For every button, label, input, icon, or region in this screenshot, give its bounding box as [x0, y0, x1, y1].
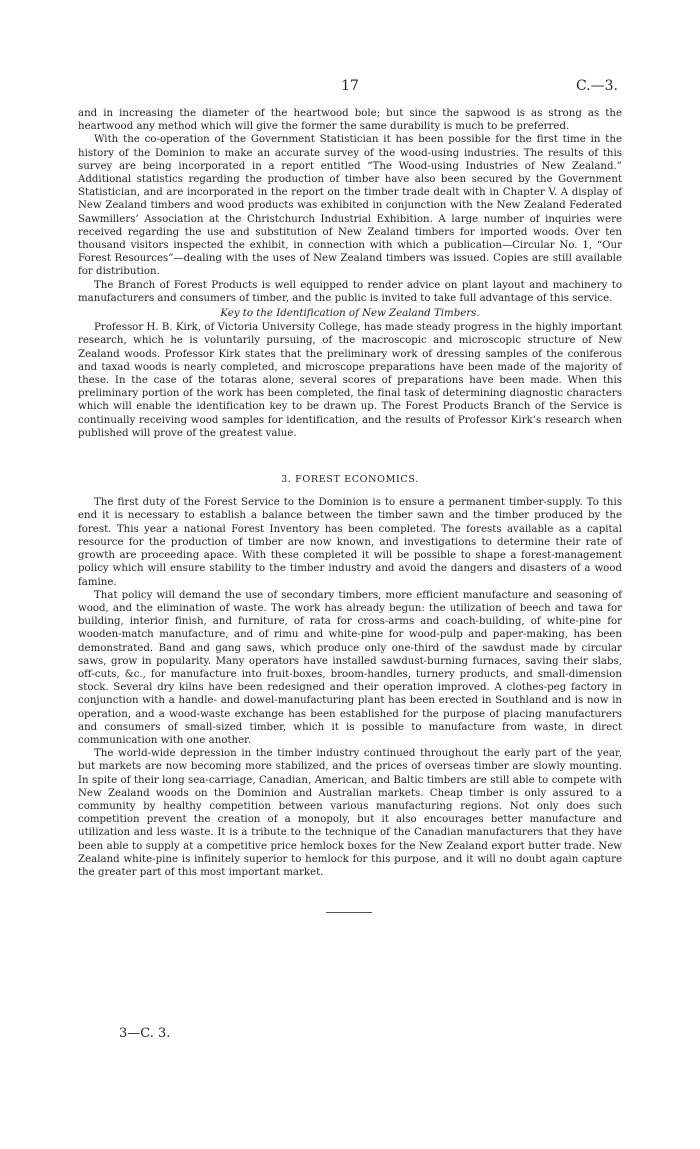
paragraph-secondary-timbers: That policy will demand the use of secondary timbers, more efficient manufacture and seasoning of wood, and the elimination of waste. The work has already begun: the utilization of beech and tawa for building, interior finish, and furniture, of rata for cross-arms and coach-building, of white-pine for wooden-match manufacture, and of rimu and white-pine for wood-pulp and paper-making, has been demonstrated. Band and gang saws, which produce only one-third of the sawdust made by circular saws, grow in popularity. Many operators have installed sawdust-burning furnaces, saving their slabs, off-cuts, &c., for manufacture into fruit-boxes, broom-handles, turnery products, and small-dimension stock. Several dry kilns have been redesigned and their operation improved. A clothes-peg factory in conjunction with a handle- and dowel-manufacturing plant has been erected in Southland and is now in operation, and a wood-waste exchange has been established for the purpose of placing manufacturers and consumers of small-sized timber, which it is possible to manufacture from waste, in direct communication with one another.: [78, 589, 622, 746]
page-number: 17: [341, 78, 359, 94]
paragraph-continuation: and in increasing the diameter of the heartwood bole; but since the sapwood is as strong as the heartwood any method which will give the former the same durability is much to be preferred.: [78, 108, 622, 133]
subheading-identification-key: Key to the Identification of New Zealand Timbers.: [220, 308, 480, 320]
body-text: [78, 107, 622, 879]
sheet-mark: 3—C. 3.: [119, 1026, 171, 1041]
paragraph-professor-kirk: Professor H. B. Kirk, of Victoria University College, has made steady progress in the highly important research, which he is voluntarily pursuing, of the macroscopic and microscopic structure of New Zealand woods. Professor Kirk states that the preliminary work of dressing samples of the coniferous and taxad woods is nearly completed, and microscope preparations have been made of the majority of these. In the case of the totaras alone, several scores of preparations have been made. When this preliminary portion of the work has been completed, the final task of determining diagnostic characters which will enable the identification key to be drawn up. The Forest Products Branch of the Service is continually receiving wood samples for identification, and the results of Professor Kirk’s research when published will prove of the greatest value.: [78, 322, 622, 439]
paragraph-forest-products-branch: The Branch of Forest Products is well equipped to render advice on plant layout and machinery to manufacturers and consumers of timber, and the public is invited to take full advantage of this service.: [78, 279, 622, 304]
paragraph-timber-supply: The first duty of the Forest Service to the Dominion is to ensure a permanent timber-supply. To this end it is necessary to establish a balance between the timber sawn and the timber produced by the forest. This year a national Forest Inventory has been completed. The forests available as a capital resource for the production of timber are now known, and investigations to determine their rate of growth are proceeding apace. With these completed it will be possible to shape a forest-management policy which will ensure stability to the timber industry and avoid the dangers and disasters of a wood famine.: [78, 497, 622, 588]
paragraph-world-depression: The world-wide depression in the timber industry continued throughout the early part of the year, but markets are now becoming more stabilized, and the prices of overseas timber are slowly mounting. In spite of their long sea-carriage, Canadian, American, and Baltic timbers are still able to compete with New Zealand woods on the Dominion and Australian markets. Cheap timber is only assured to a community by healthy competition between various manufacturing regions. Not only does such competition prevent the creation of a monopoly, but it also encourages better manufacture and utilization and less waste. It is a tribute to the technique of the Canadian manufacturers that they have been able to supply at a competitive price hemlock boxes for the New Zealand export butter trade. New Zealand white-pine is infinitely superior to hemlock for this purpose, and it will no doubt again capture the greater part of this most important market.: [78, 748, 622, 878]
paragraph-statistics-survey: With the co-operation of the Government Statistician it has been possible for the first time in the history of the Dominion to make an accurate survey of the wood-using industries. The results of this survey are being incorporated in a report entitled “The Wood-using Industries of New Zealand.” Additional statistics regarding the production of timber have also been secured by the Government Statistician, and are incorporated in the report on the timber trade dealt with in Chapter V. A display of New Zealand timbers and wood products was exhibited in conjunction with the New Zealand Federated Sawmillers’ Association at the Christchurch Industrial Exhibition. A large number of inquiries were received regarding the use and substitution of New Zealand timbers for imported woods. Over ten thousand visitors inspected the exhibit, in connection with which a publication—Circular No. 1, “Our Forest Resources”—dealing with the uses of New Zealand timbers was issued. Copies are still available for distribution.: [78, 134, 622, 278]
document-code: C.—3.: [575, 78, 618, 94]
separator-rule: [326, 912, 372, 913]
section-heading-forest-economics: 3. FOREST ECONOMICS.: [281, 474, 419, 486]
